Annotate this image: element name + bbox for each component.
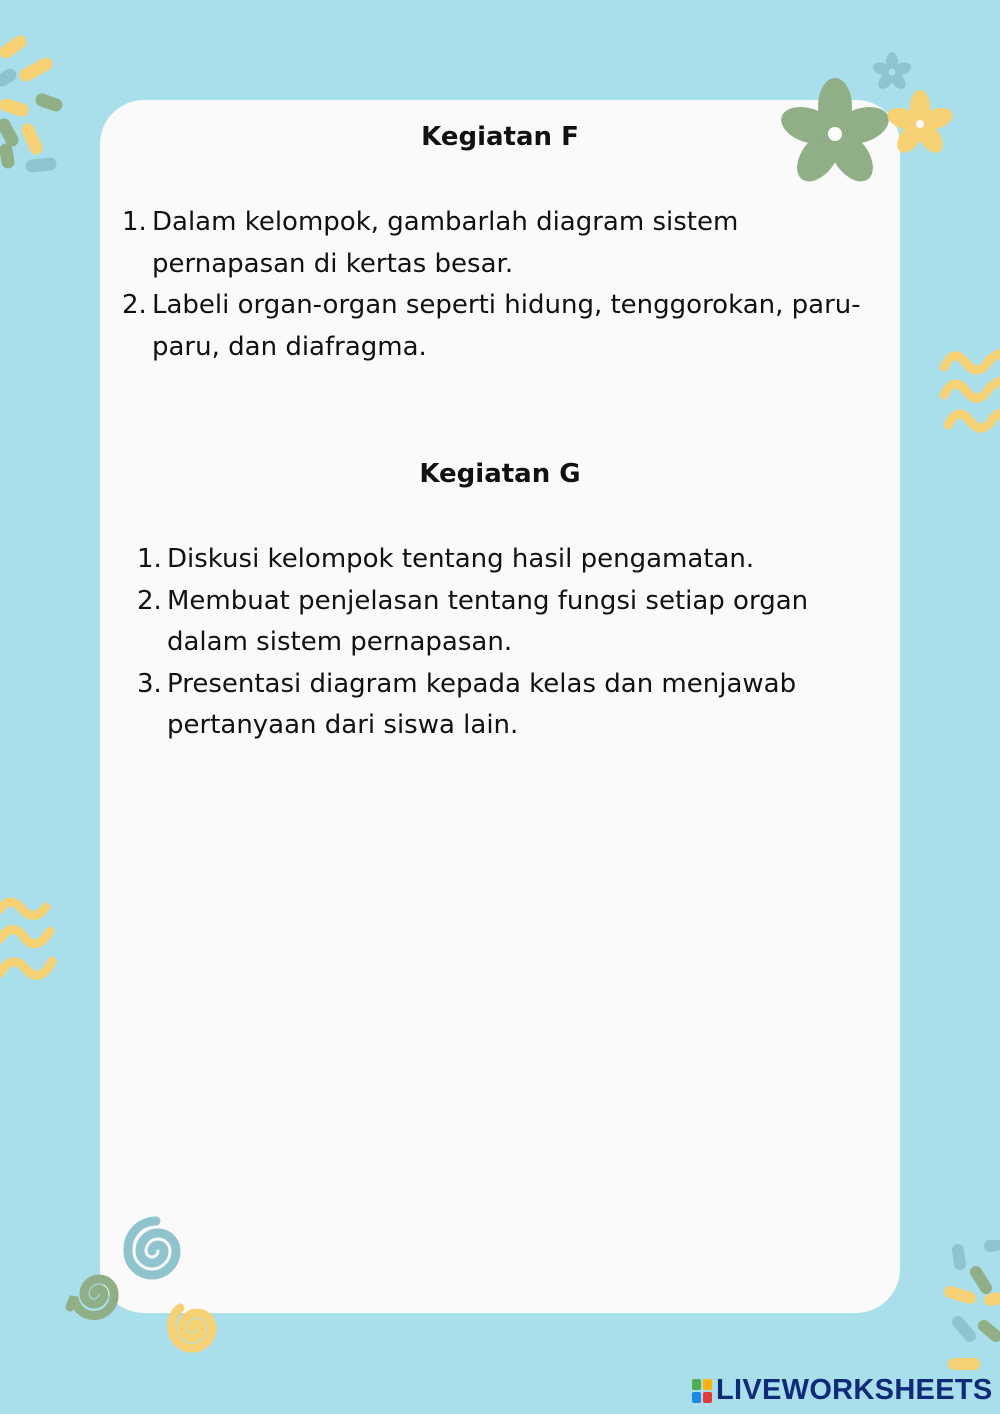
list-item-text: dalam sistem pernapasan. xyxy=(167,627,513,657)
spiral-icon xyxy=(158,1290,226,1362)
flower-icon xyxy=(780,75,890,193)
squiggle-icon xyxy=(938,345,1000,440)
list-item xyxy=(122,202,892,285)
list-item-number: 3. xyxy=(137,668,162,699)
sprinkles-bottom-right-icon xyxy=(940,1240,1000,1380)
list-item-text: Labeli organ-organ seperti hidung, tenggorokan, paru- xyxy=(152,290,861,320)
list-item-number: 1. xyxy=(122,207,147,237)
list-item-number: 1. xyxy=(137,544,162,574)
content-card xyxy=(100,100,900,1313)
flower-icon xyxy=(886,90,954,158)
section-g-title: Kegiatan G xyxy=(419,459,581,489)
list-item-text: paru, dan diafragma. xyxy=(152,331,427,362)
liveworksheets-brand xyxy=(692,1374,993,1407)
list-item xyxy=(137,664,887,747)
list-item xyxy=(122,285,892,368)
list-item-text: Membuat penjelasan tentang fungsi setiap organ xyxy=(167,585,809,616)
list-item-text: Presentasi diagram kepada kelas dan menjawab xyxy=(167,668,797,699)
list-item-number: 2. xyxy=(137,585,162,616)
section-g-list xyxy=(137,539,887,747)
list-item-text: pertanyaan dari siswa lain. xyxy=(167,710,519,740)
sprinkles-top-left-icon xyxy=(0,30,70,190)
spiral-icon xyxy=(112,1205,192,1297)
list-item-number: 2. xyxy=(122,290,147,320)
section-f-list xyxy=(122,202,892,368)
list-item xyxy=(137,539,887,581)
list-item xyxy=(137,581,887,664)
list-item-text: Diskusi kelompok tentang hasil pengamatan. xyxy=(167,544,755,574)
list-item-text: pernapasan di kertas besar. xyxy=(152,248,514,279)
liveworksheets-brand-text: LIVEWORKSHEETS xyxy=(716,1374,993,1406)
liveworksheets-logo-icon xyxy=(692,1379,712,1403)
section-f-title: Kegiatan F xyxy=(421,122,579,152)
list-item-text: Dalam kelompok, gambarlah diagram sistem xyxy=(152,207,739,237)
squiggle-icon xyxy=(0,895,62,995)
